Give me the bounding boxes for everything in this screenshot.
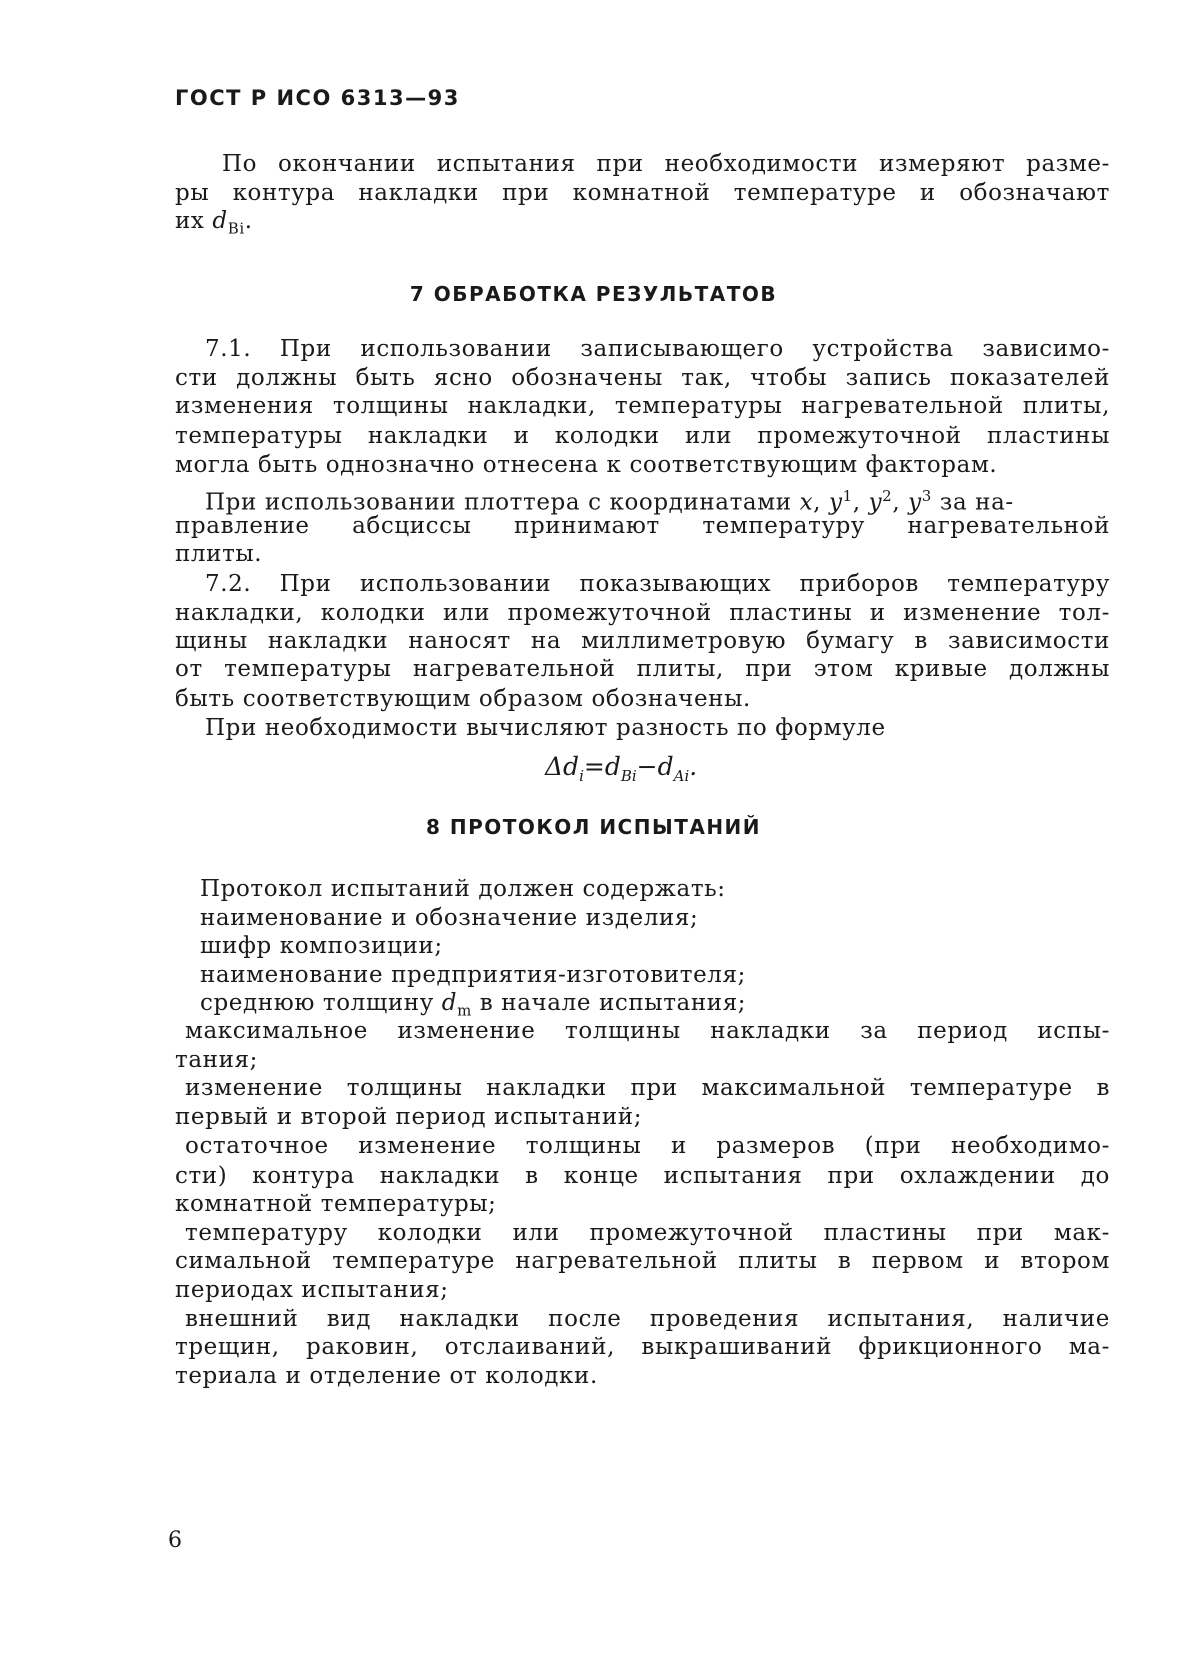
subscript: m	[457, 1001, 472, 1020]
paragraph-line: ры контура накладки при комнатной температуре и обозначают	[175, 180, 1110, 206]
superscript: 3	[921, 487, 932, 505]
paragraph-line	[175, 207, 1110, 243]
section-heading-8: 8 ПРОТОКОЛ ИСПЫТАНИЙ	[425, 815, 762, 839]
text: среднюю толщину	[200, 990, 442, 1016]
formula	[545, 752, 697, 785]
paragraph-line: накладки, колодки или промежуточной пластины и изменение тол-	[175, 600, 1110, 626]
list-line: температуру колодки или промежуточной пластины при мак-	[185, 1220, 1110, 1246]
paragraph-line: При необходимости вычисляют разность по формуле	[205, 715, 886, 741]
formula-sub: i	[579, 767, 584, 785]
paragraph-line: По окончании испытания при необходимости измеряют разме-	[222, 151, 1110, 177]
list-line: первый и второй период испытаний;	[175, 1104, 643, 1130]
list-line: комнатной температуры;	[175, 1191, 497, 1217]
formula-sub: Bi	[620, 767, 637, 785]
list-line: симальной температуре нагревательной плиты в первом и втором	[175, 1248, 1110, 1274]
paragraph-line: правление абсциссы принимают температуру нагревательной	[175, 513, 1110, 539]
symbol-y: y	[908, 489, 922, 516]
list-line: наименование предприятия-изготовителя;	[200, 962, 746, 988]
text: за на-	[931, 489, 1014, 516]
symbol-x: x	[799, 489, 814, 516]
paragraph-line: 7.2. При использовании показывающих приборов температуру	[205, 571, 1110, 597]
text: При использовании плоттера с координатами	[205, 489, 800, 516]
list-line: остаточное изменение толщины и размеров (при необходимо-	[185, 1133, 1110, 1159]
list-line: внешний вид накладки после проведения испытания, наличие	[185, 1306, 1110, 1332]
list-line: периодах испытания;	[175, 1277, 449, 1303]
paragraph-line: от температуры нагревательной плиты, при этом кривые должны	[175, 656, 1110, 682]
paragraph-line: температуры накладки и колодки или промежуточной пластины	[175, 423, 1110, 449]
paragraph-line: изменения толщины накладки, температуры нагревательной плиты,	[175, 393, 1110, 419]
paragraph-line: могла быть однозначно отнесена к соответствующим факторам.	[175, 452, 998, 478]
symbol-y: y	[828, 489, 843, 516]
symbol-d: d	[212, 208, 228, 234]
paragraph-line: При использовании плоттера с координатами x, $y^1$, $y^2$, $y^3$ за на-	[205, 487, 1014, 516]
formula-sub: Ai	[673, 767, 690, 785]
superscript: 1	[842, 487, 853, 505]
paragraph-line: сти должны быть ясно обозначены так, чтобы запись показателей	[175, 365, 1110, 391]
list-line: изменение толщины накладки при максимальной температуре в	[185, 1075, 1110, 1101]
list-line: сти) контура накладки в конце испытания при охлаждении до	[175, 1163, 1110, 1189]
symbol-y: y	[868, 489, 883, 516]
list-line: тания;	[175, 1047, 258, 1073]
list-line: трещин, раковин, отслаиваний, выкрашиваний фрикционного ма-	[175, 1334, 1110, 1360]
list-line: максимальное изменение толщины накладки за период испы-	[185, 1018, 1110, 1044]
list-line: шифр композиции;	[200, 933, 443, 959]
paragraph-line: плиты.	[175, 541, 263, 567]
list-line: наименование и обозначение изделия;	[200, 905, 699, 931]
superscript: 2	[882, 487, 893, 505]
paragraph-line: 7.1. При использовании записывающего устройства зависимо-	[205, 336, 1110, 362]
text: .	[244, 208, 253, 234]
formula-part: −d	[636, 752, 674, 781]
section-heading-7: 7 ОБРАБОТКА РЕЗУЛЬТАТОВ	[409, 282, 778, 306]
formula-part: =d	[583, 752, 621, 781]
list-line: Протокол испытаний должен содержать:	[200, 876, 726, 902]
formula-part: Δd	[545, 752, 580, 781]
list-line: териала и отделение от колодки.	[175, 1363, 598, 1389]
paragraph-line: быть соответствующим образом обозначены.	[175, 686, 751, 712]
document-header: ГОСТ Р ИСО 6313—93	[175, 86, 460, 110]
subscript: Bi	[227, 219, 245, 238]
text: их	[175, 208, 213, 234]
text: в начале испытания;	[471, 990, 747, 1016]
formula-part: .	[689, 752, 698, 781]
paragraph-line: щины накладки наносят на миллиметровую бумагу в зависимости	[175, 628, 1110, 654]
page-number: 6	[168, 1528, 182, 1553]
symbol-d: d	[441, 990, 458, 1016]
